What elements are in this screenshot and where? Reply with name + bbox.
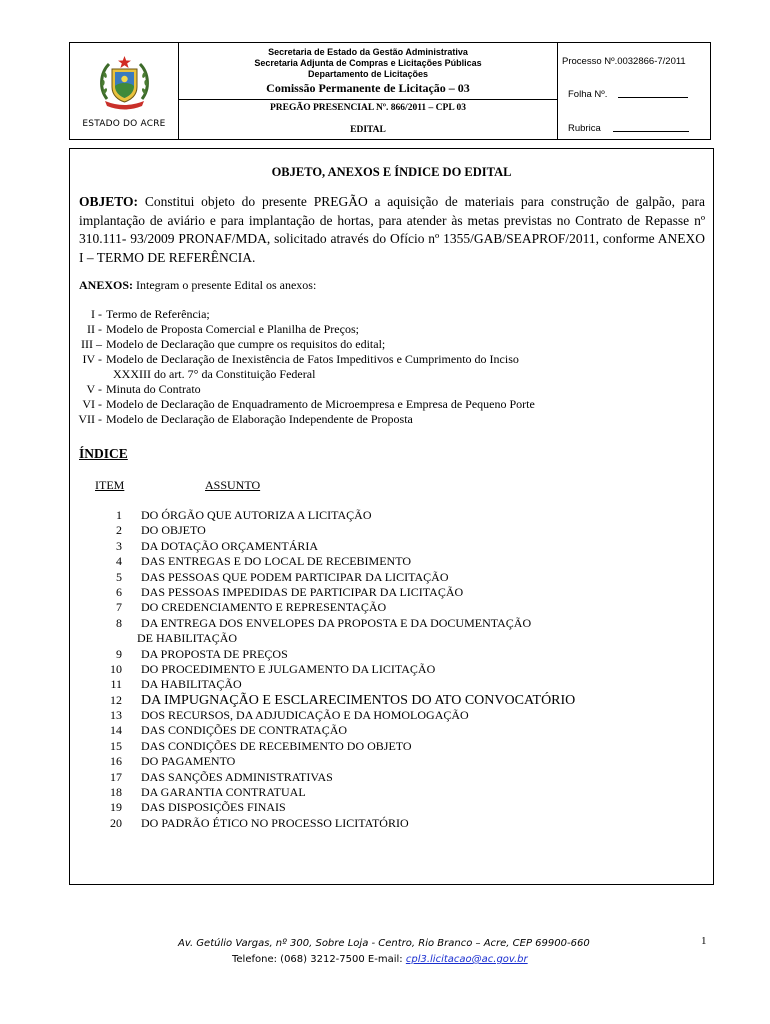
item-subject: DA PROPOSTA DE PREÇOS [141, 646, 288, 661]
item-subject: DO PAGAMENTO [141, 754, 236, 769]
page-number: 1 [701, 935, 707, 947]
anexo-text: Modelo de Declaração de Inexistência de Fatos Impeditivos e Cumprimento do Inciso [106, 352, 519, 366]
item-number: 12 [110, 692, 122, 707]
item-subject: DAS DISPOSIÇÕES FINAIS [141, 800, 286, 815]
list-item [70, 800, 710, 815]
item-number: 17 [110, 769, 122, 784]
list-item [70, 677, 710, 692]
anexos-paragraph [79, 278, 316, 293]
item-subject-block [137, 615, 701, 647]
item-number: 4 [116, 554, 122, 569]
list-item [70, 600, 710, 615]
anexo-text: Minuta do Contrato [106, 382, 201, 396]
list-item [76, 307, 706, 322]
item-subject: DAS PESSOAS QUE PODEM PARTICIPAR DA LICITAÇÃO [141, 569, 449, 584]
item-subject: DA ENTREGA DOS ENVELOPES DA PROPOSTA E DA DOCUMENTAÇÃO [141, 615, 532, 630]
item-number: 8 [116, 615, 122, 630]
item-subject: DA GARANTIA CONTRATUAL [141, 785, 306, 800]
footer-address: Av. Getúlio Vargas, nº 300, Sobre Loja - Centro, Rio Branco – Acre, CEP 69900-660 [178, 938, 590, 949]
estado-label: ESTADO DO ACRE [82, 119, 166, 129]
folha-blank [618, 97, 688, 98]
rubrica-label: Rubrica [568, 123, 601, 134]
list-item [76, 382, 706, 397]
anexo-number: III – [81, 337, 102, 351]
item-subject: DO PROCEDIMENTO E JULGAMENTO DA LICITAÇÃO [141, 661, 436, 676]
list-item [70, 770, 710, 785]
edital-label: EDITAL [350, 125, 386, 135]
pregao-label: PREGÃO PRESENCIAL Nº. 866/2011 – CPL 03 [269, 103, 467, 113]
list-item [70, 585, 710, 600]
list-item [70, 616, 710, 647]
item-subject: DAS SANÇÕES ADMINISTRATIVAS [141, 769, 333, 784]
list-item [76, 412, 706, 427]
folha-field [568, 89, 688, 100]
acre-coat-of-arms-icon [97, 55, 152, 111]
item-subject: DO CREDENCIAMENTO E REPRESENTAÇÃO [141, 600, 387, 615]
list-item [70, 508, 710, 523]
footer-phone: Telefone: (068) 3212-7500 E-mail: [232, 954, 403, 965]
item-number: 15 [110, 738, 122, 753]
item-number: 3 [116, 538, 122, 553]
header-institution [179, 43, 558, 139]
anexo-number: VII - [78, 412, 102, 426]
secretaria-label: Secretaria de Estado da Gestão Administrativa [268, 47, 468, 57]
anexos-list [76, 307, 706, 427]
anexo-text: XXXIII do art. 7° da Constituição Federal [113, 367, 316, 381]
item-number: 1 [116, 508, 122, 522]
item-subject: DO OBJETO [141, 523, 206, 538]
item-subject: DA HABILITAÇÃO [141, 677, 242, 692]
item-number: 7 [116, 600, 122, 615]
list-item [70, 785, 710, 800]
document-body [69, 148, 714, 885]
list-item [70, 523, 710, 538]
folha-label: Folha Nº. [568, 89, 608, 100]
footer-contact [232, 952, 528, 968]
anexo-number: II - [87, 322, 102, 336]
anexo-number: VI - [82, 397, 102, 411]
departamento-label: Departamento de Licitações [307, 69, 429, 79]
secretaria-adjunta-label: Secretaria Adjunta de Compras e Licitações Públicas [254, 58, 482, 68]
list-item [70, 754, 710, 769]
item-number: 11 [110, 677, 122, 692]
list-item [76, 322, 706, 337]
indice-list [70, 508, 710, 831]
item-number: 9 [116, 646, 122, 661]
comissao-label: Comissão Permanente de Licitação – 03 [266, 81, 470, 95]
anexo-number: I - [91, 307, 102, 321]
list-item [70, 739, 710, 754]
list-item [70, 708, 710, 723]
header-divider [179, 99, 557, 100]
item-number: 18 [110, 785, 122, 800]
item-subject: DOS RECURSOS, DA ADJUDICAÇÃO E DA HOMOLOGAÇÃO [141, 708, 469, 723]
logo-cell [70, 43, 179, 139]
item-number: 13 [110, 708, 122, 723]
item-number: 6 [116, 584, 122, 599]
item-number: 14 [110, 723, 122, 738]
anexos-text: Integram o presente Edital os anexos: [136, 278, 317, 292]
list-item [70, 662, 710, 677]
list-item [70, 723, 710, 738]
item-subject: DAS CONDIÇÕES DE RECEBIMENTO DO OBJETO [141, 738, 412, 753]
item-subject: DA DOTAÇÃO ORÇAMENTÁRIA [141, 538, 319, 553]
item-subject-continuation: DE HABILITAÇÃO [137, 631, 238, 646]
column-header-item: ITEM [95, 478, 125, 492]
list-item [76, 352, 706, 367]
list-item [70, 693, 710, 708]
rubrica-blank [613, 131, 689, 132]
anexo-number: V - [86, 382, 102, 396]
list-item [70, 539, 710, 554]
item-subject: DO ÓRGÃO QUE AUTORIZA A LICITAÇÃO [141, 508, 372, 522]
item-number: 10 [110, 661, 122, 676]
item-number: 16 [110, 754, 122, 769]
item-number: 20 [110, 815, 122, 830]
list-item [70, 647, 710, 662]
list-item [76, 397, 706, 412]
item-subject: DAS ENTREGAS E DO LOCAL DE RECEBIMENTO [141, 554, 411, 569]
list-item [70, 554, 710, 569]
objeto-label: OBJETO: [79, 194, 139, 209]
anexo-text: Termo de Referência; [106, 307, 210, 321]
anexo-text: Modelo de Proposta Comercial e Planilha de Preços; [106, 322, 359, 336]
item-subject: DAS PESSOAS IMPEDIDAS DE PARTICIPAR DA LICITAÇÃO [141, 584, 464, 599]
page-title: OBJETO, ANEXOS E ÍNDICE DO EDITAL [271, 165, 512, 179]
anexo-text: Modelo de Declaração de Elaboração Independente de Proposta [106, 412, 413, 426]
item-subject: DO PADRÃO ÉTICO NO PROCESSO LICITATÓRIO [141, 815, 409, 830]
item-subject: DA IMPUGNAÇÃO E ESCLARECIMENTOS DO ATO CONVOCATÓRIO [141, 692, 576, 708]
anexo-text: Modelo de Declaração que cumpre os requisitos do edital; [106, 337, 386, 351]
rubrica-field [568, 123, 689, 134]
column-header-assunto: ASSUNTO [205, 478, 261, 492]
list-item [76, 337, 706, 352]
item-number: 19 [110, 800, 122, 815]
list-item [70, 570, 710, 585]
item-number: 2 [116, 523, 122, 538]
list-item [76, 367, 706, 382]
indice-heading: ÍNDICE [79, 446, 128, 461]
document-header [69, 42, 711, 140]
item-subject: DAS CONDIÇÕES DE CONTRATAÇÃO [141, 723, 348, 738]
anexo-text: Modelo de Declaração de Enquadramento de Microempresa e Empresa de Pequeno Porte [106, 397, 535, 411]
list-item [70, 816, 710, 831]
item-number: 5 [116, 569, 122, 584]
objeto-text: Constitui objeto do presente PREGÃO a aquisição de materiais para construção de galpão, para implantação de aviário e para implantação de hortas, para atender às metas previstas no Contrato de Repasse nº 310.111- 93/2009 PRONAF/MDA, solicitado através do Ofício nº 1355/GAB/SEAPROF/2011, conforme ANEXO I – TERMO DE REFERÊNCIA. [79, 194, 706, 265]
objeto-paragraph [79, 193, 705, 267]
email-link[interactable]: cpl3.licitacao@ac.gov.br [405, 954, 528, 965]
processo-number: Processo Nº.0032866-7/2011 [562, 56, 686, 67]
header-process-info [558, 43, 710, 139]
anexo-number: IV - [82, 352, 102, 366]
anexos-label: ANEXOS: [79, 278, 134, 292]
